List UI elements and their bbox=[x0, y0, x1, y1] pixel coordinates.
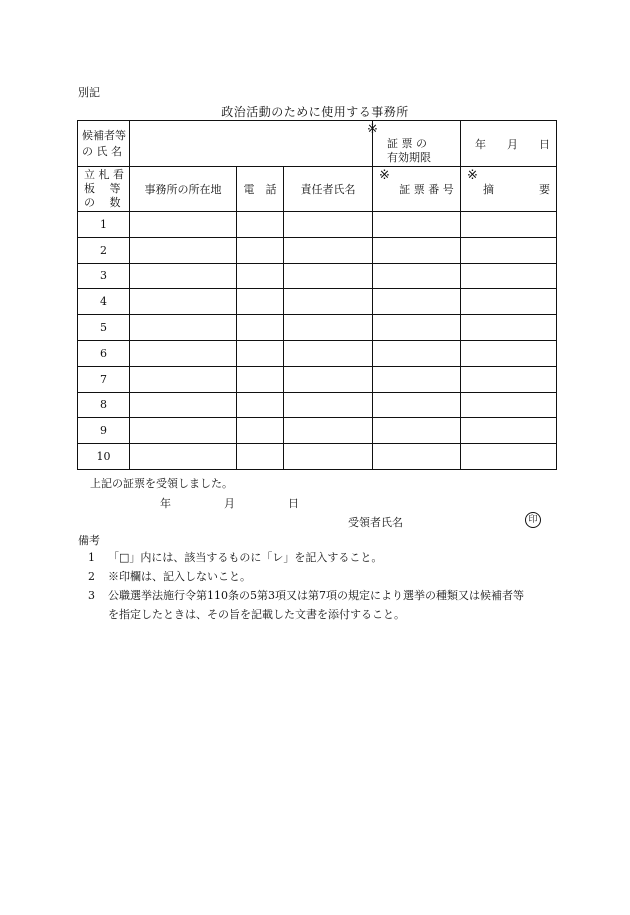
validity-day-label: 日 bbox=[539, 137, 551, 151]
receipt-year-label: 年 bbox=[160, 497, 171, 510]
table-row bbox=[78, 237, 557, 263]
recipient-name-label: 受領者氏名 bbox=[348, 516, 403, 529]
appendix-label: 別記 bbox=[78, 86, 100, 99]
remarks-cell[interactable] bbox=[461, 315, 557, 341]
sign-count-header-line2: 板 等 bbox=[84, 182, 121, 195]
phone-cell[interactable] bbox=[237, 418, 284, 444]
table-row bbox=[78, 444, 557, 470]
certificate-number-cell[interactable] bbox=[373, 340, 461, 366]
sign-count-header-line3: の 数 bbox=[84, 196, 121, 209]
office-register-table bbox=[77, 120, 557, 470]
table-row bbox=[78, 315, 557, 341]
office-address-cell[interactable] bbox=[130, 212, 237, 238]
note-item bbox=[88, 551, 382, 565]
receipt-date[interactable] bbox=[160, 495, 299, 511]
validity-label-line2: 有効期限 bbox=[387, 150, 432, 164]
row-number: 9 bbox=[78, 418, 130, 444]
office-address-cell[interactable] bbox=[130, 366, 237, 392]
validity-month-label: 月 bbox=[507, 137, 519, 151]
candidate-name-label-line2: の 氏 名 bbox=[82, 144, 122, 158]
manager-name-cell[interactable] bbox=[284, 315, 373, 341]
remarks-cell[interactable] bbox=[461, 212, 557, 238]
sign-count-header bbox=[78, 167, 130, 212]
table-row bbox=[78, 418, 557, 444]
table-row bbox=[78, 289, 557, 315]
remarks-cell[interactable] bbox=[461, 289, 557, 315]
manager-name-cell[interactable] bbox=[284, 340, 373, 366]
seal-icon: 印 bbox=[525, 512, 541, 528]
note-item bbox=[88, 589, 524, 603]
candidate-name-label-cell bbox=[78, 121, 130, 167]
office-address-cell[interactable] bbox=[130, 340, 237, 366]
row-number: 5 bbox=[78, 315, 130, 341]
manager-name-cell[interactable] bbox=[284, 444, 373, 470]
note-number: 3 bbox=[88, 589, 95, 602]
manager-name-cell[interactable] bbox=[284, 289, 373, 315]
candidate-name-label-line1: 候補者等 bbox=[82, 128, 126, 142]
table-header-row bbox=[78, 167, 557, 212]
certificate-number-cell[interactable] bbox=[373, 366, 461, 392]
notes-title: 備考 bbox=[78, 534, 100, 547]
office-use-mark: ※ bbox=[367, 122, 378, 137]
row-number: 10 bbox=[78, 444, 130, 470]
remarks-cell[interactable] bbox=[461, 444, 557, 470]
validity-label-line1: 証 票 の bbox=[387, 136, 428, 150]
certificate-number-cell[interactable] bbox=[373, 418, 461, 444]
sign-count-header-line1: 立 札 看 bbox=[84, 168, 124, 181]
office-address-cell[interactable] bbox=[130, 392, 237, 418]
phone-cell[interactable] bbox=[237, 289, 284, 315]
office-address-cell[interactable] bbox=[130, 444, 237, 470]
validity-label-cell bbox=[367, 121, 461, 167]
note-text: ※印欄は、記入しないこと。 bbox=[108, 570, 251, 583]
note-number: 1 bbox=[88, 551, 95, 564]
phone-cell[interactable] bbox=[237, 263, 284, 289]
remarks-cell[interactable] bbox=[461, 340, 557, 366]
certificate-number-cell[interactable] bbox=[373, 212, 461, 238]
certificate-number-cell[interactable] bbox=[373, 263, 461, 289]
office-address-cell[interactable] bbox=[130, 418, 237, 444]
phone-header: 電 話 bbox=[237, 167, 284, 212]
phone-cell[interactable] bbox=[237, 392, 284, 418]
receipt-day-label: 日 bbox=[288, 497, 299, 510]
phone-cell[interactable] bbox=[237, 237, 284, 263]
manager-name-header: 責任者氏名 bbox=[284, 167, 373, 212]
certificate-number-cell[interactable] bbox=[373, 392, 461, 418]
office-use-mark: ※ bbox=[379, 168, 390, 183]
office-address-cell[interactable] bbox=[130, 237, 237, 263]
remarks-cell[interactable] bbox=[461, 366, 557, 392]
note-text: 「□」内には、該当するものに「レ」を記入すること。 bbox=[108, 551, 383, 564]
receipt-statement: 上記の証票を受領しました。 bbox=[90, 477, 233, 490]
note-item bbox=[88, 570, 251, 584]
certificate-number-cell[interactable] bbox=[373, 444, 461, 470]
phone-cell[interactable] bbox=[237, 366, 284, 392]
row-number: 7 bbox=[78, 366, 130, 392]
phone-cell[interactable] bbox=[237, 315, 284, 341]
certificate-number-cell[interactable] bbox=[373, 289, 461, 315]
office-address-header: 事務所の所在地 bbox=[130, 167, 237, 212]
phone-cell[interactable] bbox=[237, 444, 284, 470]
phone-cell[interactable] bbox=[237, 212, 284, 238]
remarks-cell[interactable] bbox=[461, 237, 557, 263]
manager-name-cell[interactable] bbox=[284, 418, 373, 444]
candidate-row bbox=[78, 121, 557, 167]
manager-name-cell[interactable] bbox=[284, 366, 373, 392]
validity-year-label: 年 bbox=[475, 137, 487, 151]
form-title: 政治活動のために使用する事務所 bbox=[221, 105, 409, 119]
note-text: 公職選挙法施行令第110条の5第3項又は第7項の規定により選挙の種類又は候補者等 bbox=[108, 589, 524, 602]
row-number: 8 bbox=[78, 392, 130, 418]
note-text: を指定したときは、その旨を記載した文書を添付すること。 bbox=[108, 608, 405, 621]
candidate-name-input-cell[interactable] bbox=[130, 121, 373, 167]
note-number: 2 bbox=[88, 570, 95, 583]
office-use-mark: ※ bbox=[467, 168, 478, 183]
certificate-number-cell[interactable] bbox=[373, 237, 461, 263]
remarks-cell[interactable] bbox=[461, 418, 557, 444]
remarks-cell[interactable] bbox=[461, 392, 557, 418]
manager-name-cell[interactable] bbox=[284, 237, 373, 263]
table-row bbox=[78, 392, 557, 418]
office-address-cell[interactable] bbox=[130, 289, 237, 315]
manager-name-cell[interactable] bbox=[284, 263, 373, 289]
row-number: 3 bbox=[78, 263, 130, 289]
manager-name-cell[interactable] bbox=[284, 212, 373, 238]
certificate-number-cell[interactable] bbox=[373, 315, 461, 341]
row-number: 4 bbox=[78, 289, 130, 315]
row-number: 6 bbox=[78, 340, 130, 366]
office-address-cell[interactable] bbox=[130, 315, 237, 341]
row-number: 2 bbox=[78, 237, 130, 263]
table-row bbox=[78, 212, 557, 238]
validity-date-cell[interactable] bbox=[461, 121, 557, 167]
row-number: 1 bbox=[78, 212, 130, 238]
table-row bbox=[78, 263, 557, 289]
remarks-cell[interactable] bbox=[461, 263, 557, 289]
remarks-header bbox=[461, 167, 557, 212]
office-address-cell[interactable] bbox=[130, 263, 237, 289]
table-row bbox=[78, 366, 557, 392]
remarks-header-label-a: 摘 bbox=[483, 183, 495, 196]
table-row bbox=[78, 340, 557, 366]
remarks-header-label-b: 要 bbox=[539, 183, 551, 196]
phone-cell[interactable] bbox=[237, 340, 284, 366]
certificate-number-header bbox=[373, 167, 461, 212]
certificate-number-header-label: 証 票 番 号 bbox=[399, 183, 454, 196]
note-item bbox=[88, 608, 405, 622]
manager-name-cell[interactable] bbox=[284, 392, 373, 418]
receipt-month-label: 月 bbox=[224, 497, 235, 510]
